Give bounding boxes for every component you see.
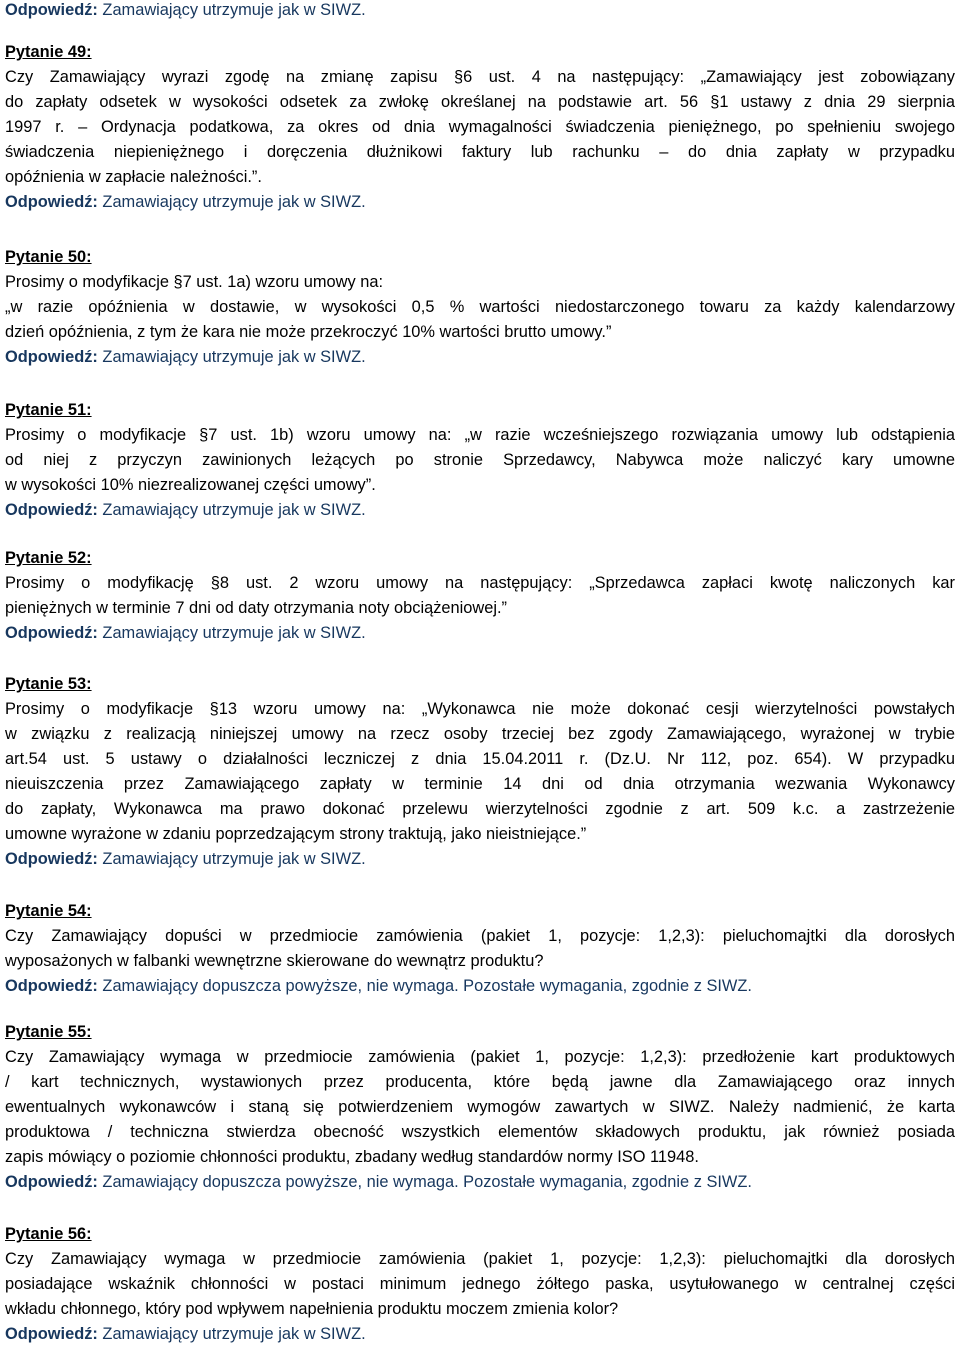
answer-text: Zamawiający utrzymuje jak w SIWZ. [97, 501, 366, 519]
answer-line [5, 190, 366, 215]
answer-label: Odpowiedź: [5, 193, 98, 211]
question-text-line: dzień opóźnienia, z tym że kara nie może przekroczyć 10% wartości brutto umowy.” [5, 323, 612, 341]
question-text-line: Czy Zamawiający wyrazi zgodę na zmianę zapisu §6 ust. 4 na następujący: „Zamawiający jest zobowiązany [5, 68, 955, 86]
question-text-line: do zapłaty, Wykonawca ma prawo dokonać przelewu wierzytelności zgodnie z art. 509 k.c. a zastrzeżenie [5, 800, 955, 818]
answer-label: Odpowiedź: [5, 1325, 98, 1343]
question-text-line: umowne wyrażone w zdaniu poprzedzającym strony traktują, jako nieistniejące.” [5, 825, 587, 843]
answer-label: Odpowiedź: [5, 501, 98, 519]
question-text-line: Prosimy o modyfikacje §7 ust. 1a) wzoru umowy na: [5, 273, 384, 291]
question-text-line: 1997 r. – Ordynacja podatkowa, za okres od dnia wymagalności świadczenia pieniężnego, po spełnieniu swojego [5, 118, 955, 136]
question-text-line: Prosimy o modyfikację §8 ust. 2 wzoru umowy na następujący: „Sprzedawca zapłaci kwotę naliczonych kar [5, 574, 955, 592]
question-text-line: Czy Zamawiający dopuści w przedmiocie zamówienia (pakiet 1, pozycje: 1,2,3): pieluchomajtki dla dorosłych [5, 927, 955, 945]
question-text-line: / kart technicznych, wystawionych przez producenta, które będą jawne dla Zamawiającego oraz innych [5, 1073, 955, 1091]
question-text-line: produktowa / techniczna stwierdza obecność wszystkich elementów składowych produktu, jak również posiada [5, 1123, 955, 1141]
question-text-line: opóźnienia w zapłacie należności.”. [5, 168, 262, 186]
question-text-line: art.54 ust. 5 ustawy o działalności leczniczej z dnia 15.04.2011 r. (Dz.U. Nr 112, poz. 654). W przypadku [5, 750, 955, 768]
question-text-line: Prosimy o modyfikacje §13 wzoru umowy na: „Wykonawca nie może dokonać cesji wierzytelności powstałych [5, 700, 955, 718]
answer-label: Odpowiedź: [5, 1173, 98, 1191]
question-text-line: nieuiszczenia przez Zamawiającego zapłaty w terminie 14 dni od dnia otrzymania wezwania Wykonawcy [5, 775, 955, 793]
question-title: Pytanie 52: [5, 549, 92, 567]
answer-text: Zamawiający utrzymuje jak w SIWZ. [97, 193, 366, 211]
answer-text: Zamawiający utrzymuje jak w SIWZ. [97, 1325, 366, 1343]
answer-line [5, 847, 366, 872]
question-title: Pytanie 54: [5, 902, 92, 920]
answer-line [5, 498, 366, 523]
question-title: Pytanie 49: [5, 43, 92, 61]
question-text-line: w wysokości 10% niezrealizowanej części umowy”. [5, 476, 376, 494]
question-title: Pytanie 55: [5, 1023, 92, 1041]
question-title: Pytanie 50: [5, 248, 92, 266]
question-title: Pytanie 56: [5, 1225, 92, 1243]
answer-text: Zamawiający utrzymuje jak w SIWZ. [97, 850, 366, 868]
question-text-line: świadczenia niepieniężnego i doręczenia dłużnikowi faktury lub rachunku – do dnia zapłaty w przypadku [5, 143, 955, 161]
question-text-line: Czy Zamawiający wymaga w przedmiocie zamówienia (pakiet 1, pozycje: 1,2,3): pieluchomajtki dla dorosłych [5, 1250, 955, 1268]
question-text-line: „w razie opóźnienia w dostawie, w wysokości 0,5 % wartości niedostarczonego towaru za każdy kalendarzowy [5, 298, 955, 316]
answer-text: Zamawiający dopuszcza powyższe, nie wymaga. Pozostałe wymagania, zgodnie z SIWZ. [97, 1173, 752, 1191]
answer-text: Zamawiający utrzymuje jak w SIWZ. [97, 348, 366, 366]
answer-text: Zamawiający utrzymuje jak w SIWZ. [97, 624, 366, 642]
answer-label: Odpowiedź: [5, 977, 98, 995]
answer-line [5, 1322, 366, 1347]
question-text-line: Prosimy o modyfikacje §7 ust. 1b) wzoru umowy na: „w razie wcześniejszego rozwiązania umowy lub odstąpienia [5, 426, 955, 444]
question-text-line: do zapłaty odsetek w wysokości odsetek za zwłokę określanej na podstawie art. 56 §1 ustawy z dnia 29 sierpnia [5, 93, 955, 111]
answer-line [5, 1170, 752, 1195]
question-text-line: zapis mówiący o poziomie chłonności produktu, zbadany według standardów normy ISO 11948. [5, 1148, 699, 1166]
answer-text: Zamawiający dopuszcza powyższe, nie wymaga. Pozostałe wymagania, zgodnie z SIWZ. [97, 977, 752, 995]
question-text-line: pieniężnych w terminie 7 dni od daty otrzymania noty obciążeniowej.” [5, 599, 507, 617]
question-text-line: wyposażonych w falbanki wewnętrzne skierowane do wewnątrz produktu? [5, 952, 544, 970]
answer-label: Odpowiedź: [5, 624, 98, 642]
answer-line [5, 974, 752, 999]
answer-label: Odpowiedź: [5, 850, 98, 868]
answer-text: Zamawiający utrzymuje jak w SIWZ. [97, 1, 366, 19]
answer-label: Odpowiedź: [5, 1, 98, 19]
question-text-line: w związku z realizacją niniejszej umowy na rzecz osoby trzeciej bez zgody Zamawiającego, wyrażonej w trybie [5, 725, 955, 743]
answer-line [5, 345, 366, 370]
question-text-line: Czy Zamawiający wymaga w przedmiocie zamówienia (pakiet 1, pozycje: 1,2,3): przedłożenie kart produktowych [5, 1048, 955, 1066]
answer-label: Odpowiedź: [5, 348, 98, 366]
answer-line [5, 0, 366, 23]
answer-line [5, 621, 366, 646]
question-text-line: wkładu chłonnego, który pod wpływem napełnienia produktu moczem zmienia kolor? [5, 1300, 619, 1318]
question-title: Pytanie 51: [5, 401, 92, 419]
question-text-line: ewentualnych wykonawców i staną się potwierdzeniem wymogów zawartych w SIWZ. Należy nadmienić, że karta [5, 1098, 955, 1116]
question-text-line: posiadające wskaźnik chłonności w postaci minimum jednego żółtego paska, usytułowanego w centralnej części [5, 1275, 955, 1293]
question-text-line: od niej z przyczyn zawinionych leżących po stronie Sprzedawcy, Nabywca może naliczyć kary umowne [5, 451, 955, 469]
question-title: Pytanie 53: [5, 675, 92, 693]
